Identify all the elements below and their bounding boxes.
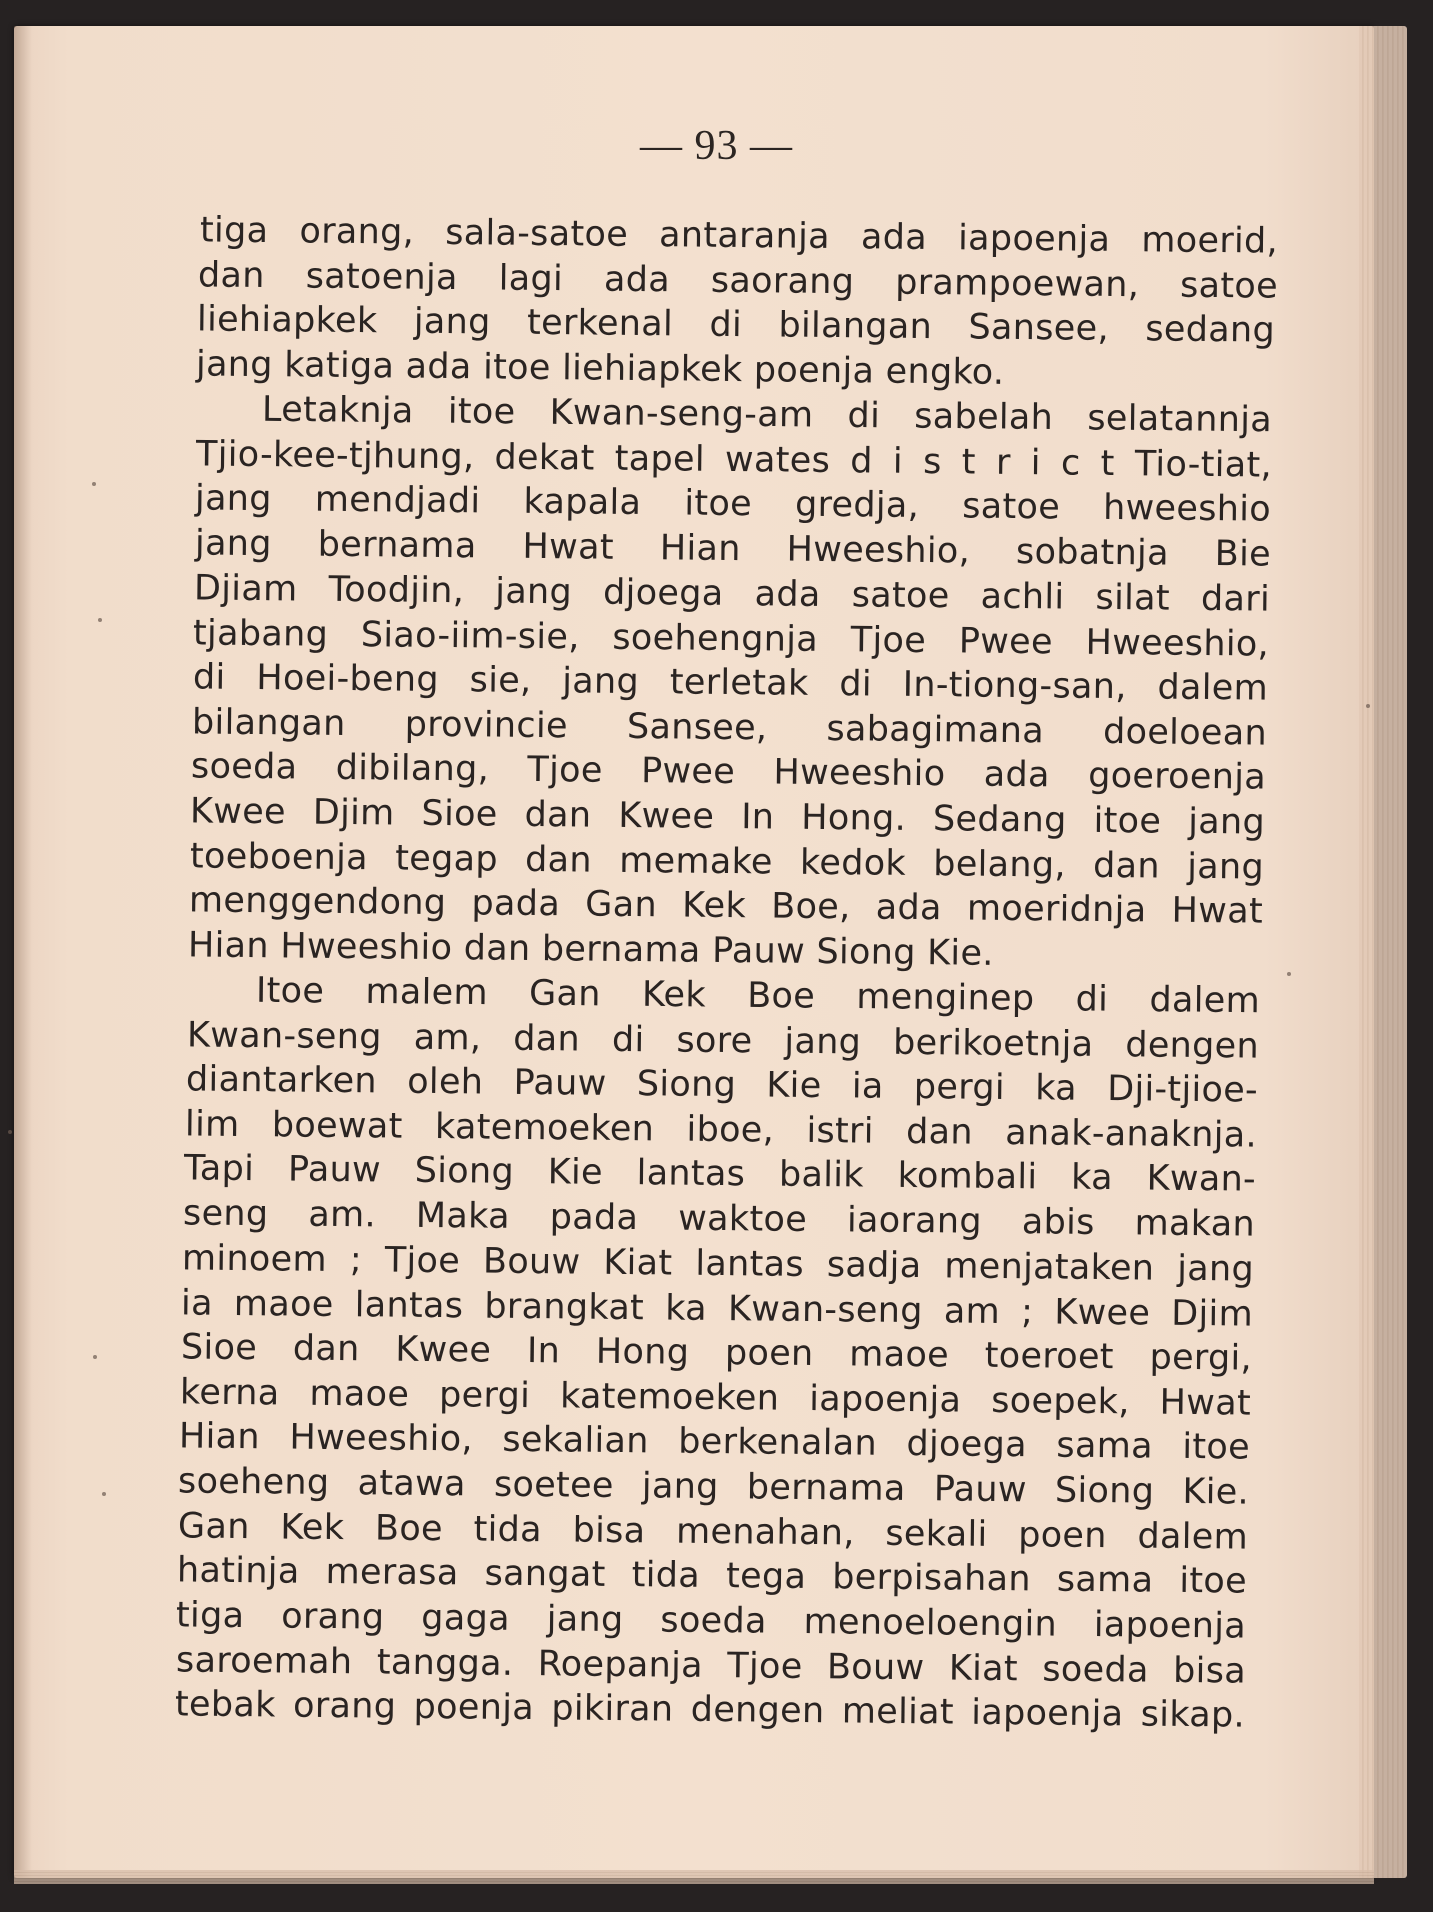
text-line: menggendong pada Gan Kek Boe, ada moeridnja Hwat — [188, 880, 1264, 932]
text-line: di Hoei-beng sie, jang terletak di In-tiong-san, dalem — [192, 657, 1269, 709]
text-line: minoem ; Tjoe Bouw Kiat lantas sadja menjataken jang — [181, 1238, 1255, 1290]
text-line: kerna maoe pergi katemoeken iapoenja soepek, Hwat — [179, 1372, 1252, 1424]
text-line: Tjio-kee-tjhung, dekat tapel wates d i s t r i c t Tio-tiat, — [195, 434, 1273, 486]
text-line: Sioe dan Kwee In Hong poen maoe toeroet pergi, — [180, 1327, 1253, 1379]
page-number: — 93 — — [640, 123, 793, 169]
text-line: Itoe malem Gan Kek Boe menginep di dalem — [255, 970, 1261, 1022]
text-line: jang mendjadi kapala itoe gredja, satoe hweeshio — [194, 478, 1272, 530]
text-line: Hian Hweeshio, sekalian berkenalan djoega sama itoe — [178, 1416, 1251, 1468]
text-line: Djiam Toodjin, jang djoega ada satoe achli silat dari — [193, 568, 1271, 620]
text-line: tiga orang gaga jang soeda menoeloengin iapoenja — [175, 1595, 1247, 1647]
text-line: tjabang Siao-iim-sie, soehengnja Tjoe Pwee Hweeshio, — [192, 613, 1270, 665]
text-line: Kwee Djim Sioe dan Kwee In Hong. Sedang itoe jang — [189, 791, 1266, 843]
text-line: Letaknja itoe Kwan-seng-am di sabelah selatannja — [261, 389, 1273, 441]
text-line: lim boewat katemoeken iboe, istri dan anak-anaknja. — [184, 1104, 1258, 1156]
text-line: Hian Hweeshio dan bernama Pauw Siong Kie. — [187, 925, 994, 974]
text-line: saroemah tangga. Roepanja Tjoe Bouw Kiat soeda bisa — [175, 1640, 1247, 1692]
text-line: diantarken oleh Pauw Siong Kie ia pergi ka Dji-tjioe- — [185, 1059, 1259, 1111]
text-line: Kwan-seng am, dan di sore jang berikoetnja dengen — [186, 1015, 1260, 1067]
text-line: soeda dibilang, Tjoe Pwee Hweeshio ada goeroenja — [190, 746, 1267, 798]
text-line: jang bernama Hwat Hian Hweeshio, sobatnja Bie — [194, 523, 1272, 575]
text-line: dan satoenja lagi ada saorang prampoewan, satoe — [197, 255, 1279, 307]
text-line: jang katiga ada itoe liehiapkek poenja engko. — [195, 344, 1005, 393]
text-line: seng am. Maka pada waktoe iaorang abis makan — [182, 1193, 1256, 1245]
text-line: Tapi Pauw Siong Kie lantas balik kombali ka Kwan- — [183, 1148, 1257, 1200]
text-line: toeboenja tegap dan memake kedok belang, dan jang — [189, 836, 1265, 888]
text-line: liehiapkek jang terkenal di bilangan Sansee, sedang — [196, 299, 1276, 351]
text-line: hatinja merasa sangat tida tega berpisahan sama itoe — [176, 1550, 1248, 1602]
text-line: tiga orang, sala-satoe antaranja ada iapoenja moerid, — [199, 210, 1279, 262]
text-line: bilangan provincie Sansee, sabagimana doeloean — [191, 702, 1268, 754]
text-line: soeheng atawa soetee jang bernama Pauw Siong Kie. — [177, 1461, 1250, 1513]
text-line: ia maoe lantas brangkat ka Kwan-seng am ; Kwee Djim — [180, 1283, 1254, 1335]
text-line: Gan Kek Boe tida bisa menahan, sekali poen dalem — [177, 1506, 1249, 1558]
text-line: tebak orang poenja pikiran dengen meliat iapoenja sikap. — [174, 1684, 1246, 1736]
